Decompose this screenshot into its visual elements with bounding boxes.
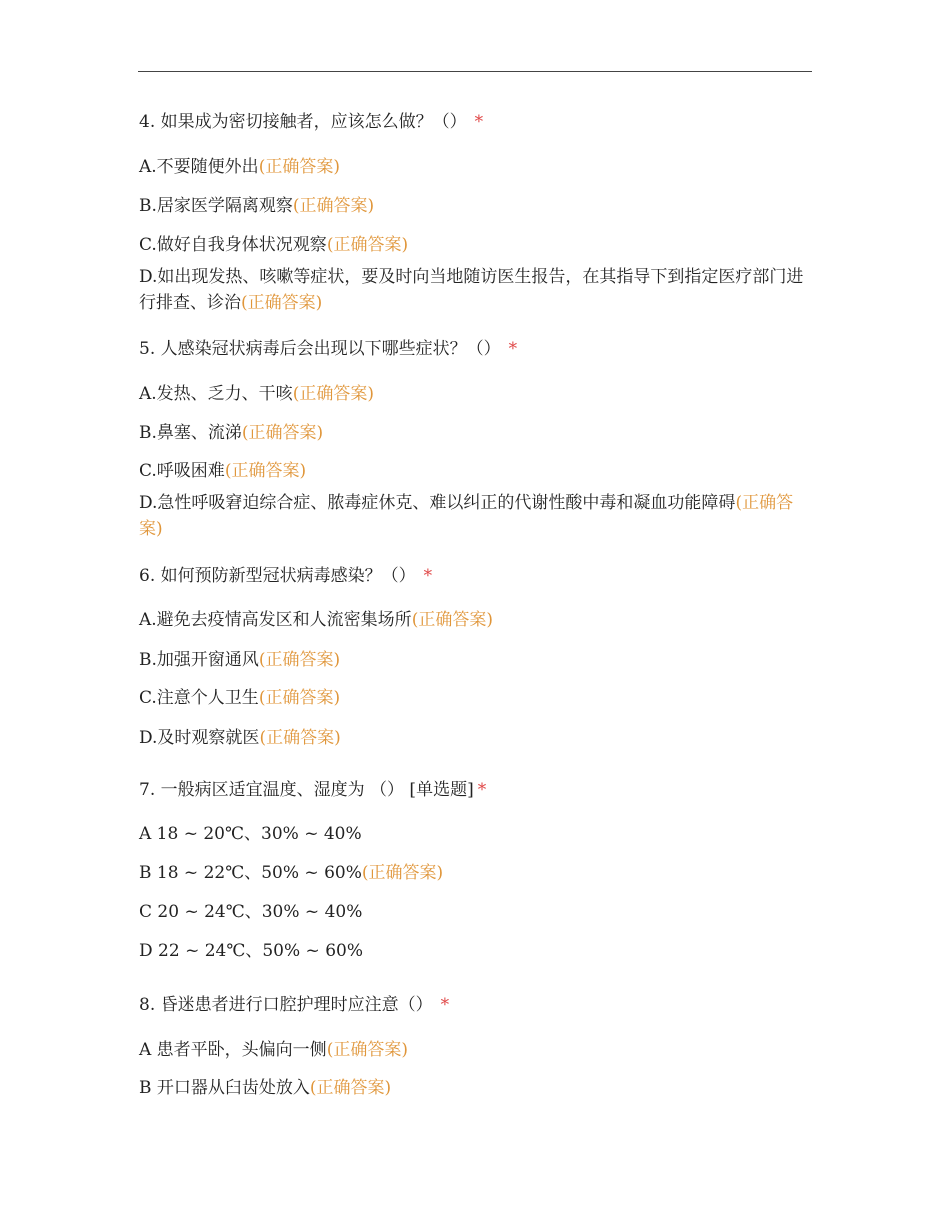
- option-text: D 22 ~ 24℃、50% ~ 60%: [139, 941, 363, 961]
- question-title-text: 4. 如果成为密切接触者，应该怎么做？（）: [139, 112, 467, 132]
- question-6-title: [139, 563, 819, 589]
- required-mark: *: [477, 780, 487, 800]
- option-text: B.加强开窗通风: [139, 650, 259, 670]
- question-8-title: [139, 992, 819, 1018]
- question-title-text: 5. 人感染冠状病毒后会出现以下哪些症状？（）: [139, 339, 501, 359]
- question-5-option-a: [139, 381, 819, 407]
- option-text: C.做好自我身体状况观察: [139, 235, 327, 255]
- required-mark: *: [423, 566, 433, 586]
- question-6-option-a: [139, 607, 819, 633]
- question-4-option-c: [139, 232, 819, 258]
- correct-answer-tag: (正确答案): [258, 157, 340, 177]
- question-5-option-b: [139, 420, 819, 446]
- correct-answer-tag: (正确答案): [326, 1040, 408, 1060]
- correct-answer-tag: (正确答案): [241, 293, 323, 313]
- question-4-title: [139, 109, 819, 135]
- option-text: B 18 ~ 22℃、50% ~ 60%: [139, 863, 362, 883]
- correct-answer-tag: (正确答案): [259, 728, 341, 748]
- correct-answer-tag: (正确答案): [411, 610, 493, 630]
- correct-answer-tag: (正确答案): [326, 235, 409, 255]
- question-7-option-d: [139, 938, 819, 964]
- option-text: A 18 ~ 20℃、30% ~ 40%: [139, 824, 362, 844]
- option-text: B.居家医学隔离观察: [139, 196, 293, 216]
- question-5-option-c: [139, 458, 819, 484]
- question-5-option-d: [139, 490, 799, 542]
- question-4-option-b: [139, 193, 819, 219]
- question-7-option-b: [139, 860, 819, 886]
- option-text: D.如出现发热、咳嗽等症状，要及时向当地随访医生报告，在其指导下到指定医疗部门进行排查、诊治: [139, 267, 804, 313]
- question-title-text: 6. 如何预防新型冠状病毒感染？（）: [139, 566, 416, 586]
- question-4-option-d: [139, 264, 819, 316]
- question-title-text: 8. 昏迷患者进行口腔护理时应注意（）: [139, 995, 433, 1015]
- required-mark: *: [440, 995, 450, 1015]
- required-mark: *: [508, 339, 518, 359]
- correct-answer-tag: (正确答案): [258, 650, 341, 670]
- correct-answer-tag: (正确答案): [139, 493, 794, 539]
- correct-answer-tag: (正确答案): [292, 384, 374, 404]
- option-text: C 20 ~ 24℃、30% ~ 40%: [139, 902, 363, 922]
- question-7-title: [139, 777, 819, 803]
- correct-answer-tag: (正确答案): [361, 863, 444, 883]
- option-text: A.发热、乏力、干咳: [139, 384, 293, 404]
- question-title-text: 7. 一般病区适宜温度、湿度为 （） [单选题]: [139, 780, 474, 800]
- option-text: A.避免去疫情高发区和人流密集场所: [139, 610, 412, 630]
- question-8-option-b: [139, 1075, 819, 1101]
- correct-answer-tag: (正确答案): [241, 423, 324, 443]
- question-6-option-d: [139, 725, 819, 751]
- required-mark: *: [474, 112, 484, 132]
- question-7-option-a: [139, 821, 819, 847]
- option-text: A 患者平卧，头偏向一侧: [139, 1040, 327, 1060]
- option-text: C.注意个人卫生: [139, 688, 259, 708]
- option-text: D.及时观察就医: [139, 728, 260, 748]
- question-5-title: [139, 336, 819, 362]
- correct-answer-tag: (正确答案): [309, 1078, 392, 1098]
- question-6-option-b: [139, 647, 819, 673]
- correct-answer-tag: (正确答案): [292, 196, 375, 216]
- question-6-option-c: [139, 685, 819, 711]
- option-text: C.呼吸困难: [139, 461, 225, 481]
- correct-answer-tag: (正确答案): [224, 461, 307, 481]
- option-text: D.急性呼吸窘迫综合症、脓毒症休克、难以纠正的代谢性酸中毒和凝血功能障碍: [139, 493, 736, 513]
- question-8-option-a: [139, 1037, 819, 1063]
- question-4-option-a: [139, 154, 819, 180]
- top-divider: [138, 71, 812, 72]
- correct-answer-tag: (正确答案): [258, 688, 341, 708]
- question-7-option-c: [139, 899, 819, 925]
- option-text: B.鼻塞、流涕: [139, 423, 242, 443]
- option-text: A.不要随便外出: [139, 157, 259, 177]
- option-text: B 开口器从臼齿处放入: [139, 1078, 310, 1098]
